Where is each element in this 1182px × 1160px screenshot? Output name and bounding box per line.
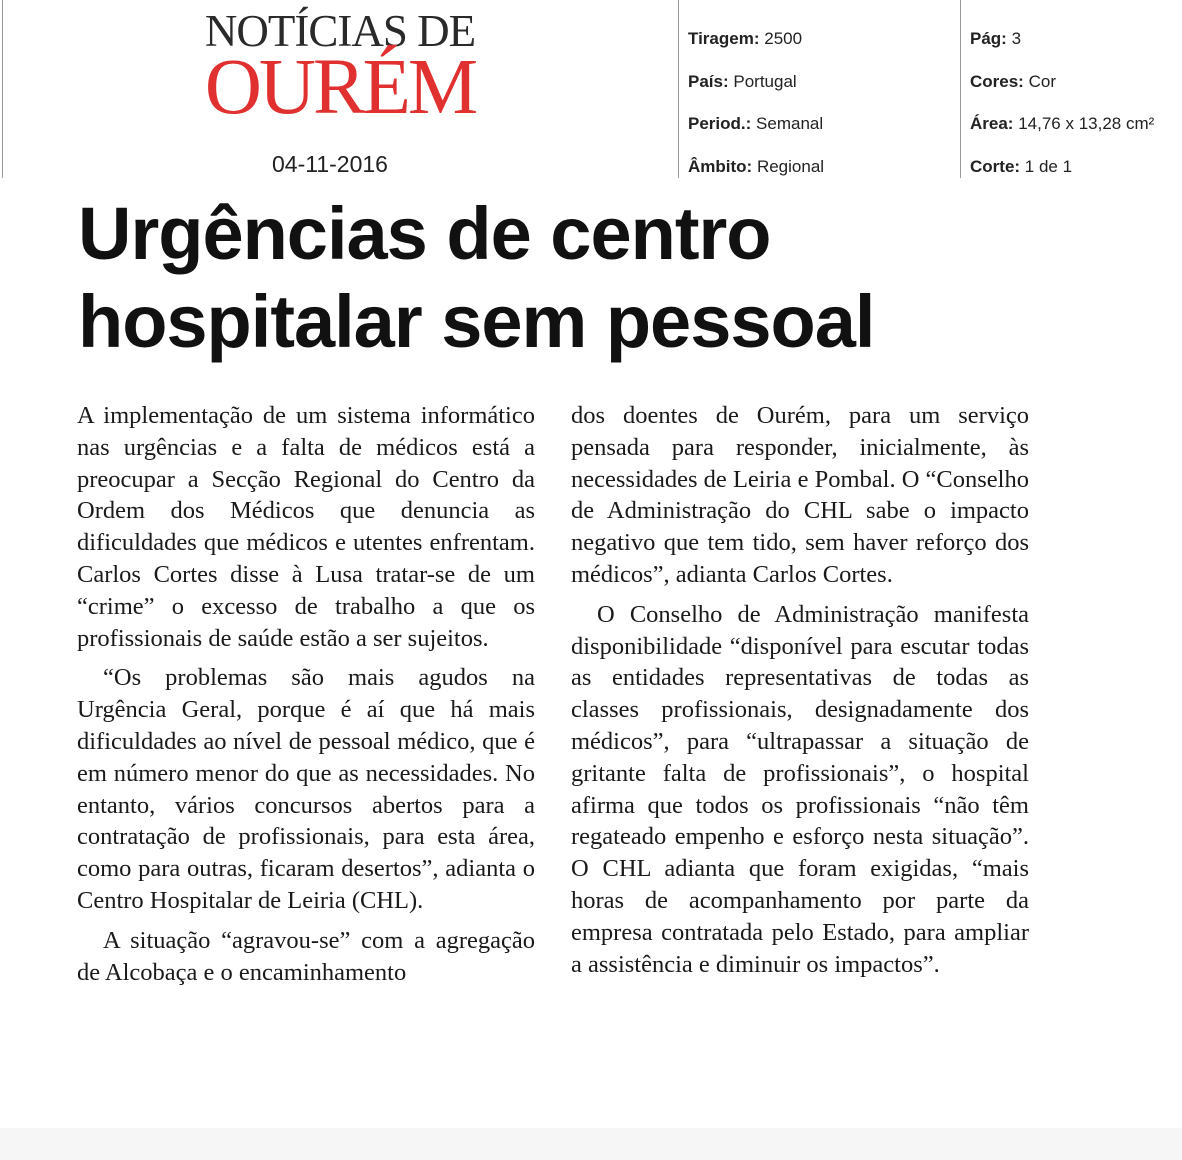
- newspaper-logo: [190, 6, 490, 131]
- meta-divider-2: [960, 0, 961, 178]
- meta-periodicidade: Period.: Semanal: [688, 114, 824, 133]
- article-paragraph: dos doentes de Ourém, para um serviço pensada para responder, inicialmente, às necessidades de Leiria e Pombal. O “Conselho de Administração do CHL sabe o impacto negativo que tem tido, sem haver reforço dos médicos”, adianta Carlos Cortes.: [571, 402, 1029, 588]
- article-column-left: [77, 400, 535, 988]
- article-paragraph: A implementação de um sistema informático nas urgências e a falta de médicos está a preocupar a Secção Regional do Centro da Ordem dos Médicos que denuncia as dificuldades que médicos e utentes enfrentam. Carlos Cortes disse à Lusa tratar-se de um “crime” o excesso de trabalho a que os profissionais de saúde estão a ser sujeitos.: [77, 402, 535, 652]
- logo-line-noticias: NOTÍCIAS DE: [204, 6, 476, 56]
- article-paragraph: A situação “agravou-se” com a agregação de Alcobaça e o encaminhamento: [77, 926, 535, 986]
- page-bottom-band: [0, 1128, 1182, 1160]
- left-frame-line: [2, 0, 3, 178]
- article-paragraph: O Conselho de Administração manifesta disponibilidade “disponível para escutar todas as entidades representativas de todas as classes profissionais, designadamente dos médicos”, para “ultrapassar a situação de gritante falta de profissionais”, o hospital afirma que todos os profissionais “não têm regateado empenho e esforço nesta situação”. O CHL adianta que foram exigidas, “mais horas de acompanhamento por parte da empresa contratada pelo Estado, para ampliar a assistência e diminuir os impactos”.: [571, 600, 1029, 978]
- meta-pagina: Pág: 3: [970, 29, 1022, 48]
- meta-column-2: [970, 29, 1154, 199]
- logo-line-ourem: OURÉM: [204, 44, 476, 131]
- article-column-right: [571, 400, 1029, 980]
- meta-cores: Cores: Cor: [970, 71, 1056, 91]
- meta-divider-1: [678, 0, 679, 178]
- meta-ambito: Âmbito: Regional: [688, 156, 825, 176]
- publication-date: 04-11-2016: [272, 151, 388, 177]
- meta-tiragem: Tiragem: 2500: [688, 29, 803, 48]
- article-paragraph: “Os problemas são mais agudos na Urgência Geral, porque é aí que há mais dificuldades ao nível de pessoal médico, que é em número menor do que as necessidades. No entanto, vários concursos abertos para a contratação de profissionais, para esta área, como para outras, ficaram desertos”, adianta o Centro Hospitalar de Leiria (CHL).: [77, 664, 535, 914]
- meta-corte: Corte: 1 de 1: [970, 156, 1073, 176]
- meta-area: Área: 14,76 x 13,28 cm²: [970, 114, 1155, 133]
- meta-column-1: [688, 29, 824, 199]
- article-headline: Urgências de centro hospitalar sem pessoal: [78, 192, 875, 363]
- meta-pais: País: Portugal: [688, 71, 797, 91]
